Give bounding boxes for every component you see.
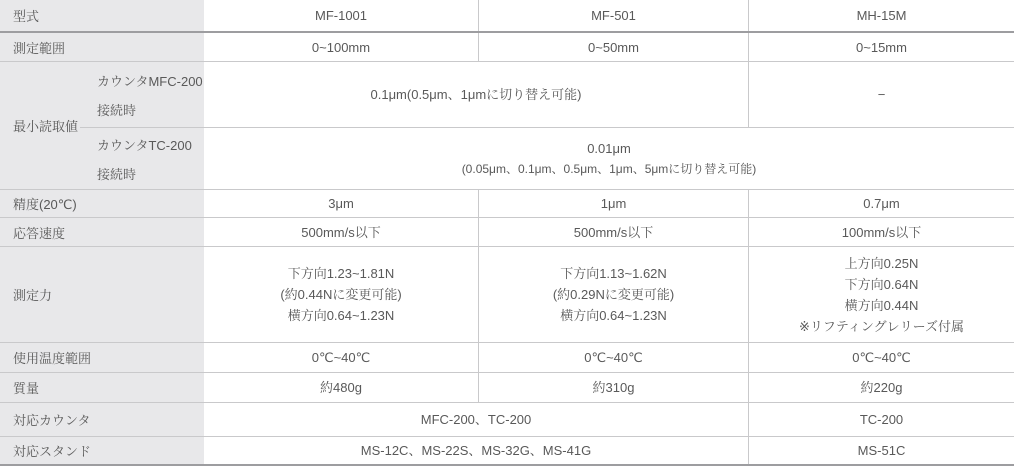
response-value-mf-501: 500mm/s以下: [478, 218, 748, 246]
sub-label-line2: 接続時: [97, 102, 137, 118]
temp-value-mh-15m: 0℃~40℃: [748, 343, 1014, 372]
force-line: 上方向0.25N: [844, 255, 919, 271]
force-line: 下方向1.23~1.81N: [287, 266, 395, 281]
row-label-accuracy: 精度(20℃): [0, 190, 204, 217]
force-value-mf-501: [478, 247, 748, 342]
force-value-mh-15m: [748, 247, 1014, 342]
temp-value-mf-501: 0℃~40℃: [478, 343, 748, 372]
response-value-mf-1001: 500mm/s以下: [301, 224, 381, 240]
accuracy-value-mh-15m: 0.7μm: [748, 190, 1014, 217]
table-row-accuracy: [0, 190, 1014, 218]
mass-value-mf-1001: 約480g: [320, 380, 362, 395]
stand-value-mh-15m: MS-51C: [748, 437, 1014, 464]
table-row-compatible-stand: [0, 437, 1014, 466]
accuracy-value-mf-1001: 3μm: [328, 196, 354, 211]
min-reading-tc-value-all-models: [204, 128, 1014, 189]
min-reading-tc-line1: 0.01μm: [587, 140, 631, 156]
range-value-mh-15m: 0~15mm: [748, 33, 1014, 61]
force-line: 横方向0.44N: [844, 297, 919, 313]
min-reading-mfc-value-mh-15m: −: [748, 62, 1014, 127]
force-line: 下方向1.13~1.62N: [560, 266, 667, 281]
row-label-measuring-range: 測定範囲: [0, 33, 204, 61]
force-line: (約0.44Nに変更可能): [280, 287, 402, 302]
sub-label-counter-tc-200: [80, 128, 204, 189]
row-label-response-speed: 応答速度: [0, 218, 204, 246]
col-header-mf-1001: MF-1001: [314, 8, 368, 23]
table-row-response-speed: [0, 218, 1014, 247]
force-line: 横方向0.64~1.23N: [287, 308, 395, 323]
min-reading-tc-line2: (0.05μm、0.1μm、0.5μm、1μm、5μmに切り替え可能): [461, 161, 757, 176]
row-label-model: 型式: [0, 0, 204, 31]
sub-row-counter-tc-200: [80, 128, 1014, 189]
force-line: (約0.29Nに変更可能): [552, 287, 675, 302]
table-row-compatible-counter: [0, 403, 1014, 437]
mass-value-mh-15m: 約220g: [748, 373, 1014, 402]
table-row-group-min-reading: [0, 62, 1014, 190]
table-row-mass: [0, 373, 1014, 403]
counter-value-mf-1001-mf-501: MFC-200、TC-200: [420, 412, 532, 427]
table-row-measuring-force: [0, 247, 1014, 343]
force-note: ※リフティングレリーズ付属: [799, 318, 964, 334]
force-line: 横方向0.64~1.23N: [560, 308, 667, 323]
temp-value-mf-1001: 0℃~40℃: [311, 350, 371, 365]
counter-value-mh-15m: TC-200: [748, 403, 1014, 436]
table-row-operating-temperature: [0, 343, 1014, 373]
sub-label-counter-mfc-200: [80, 62, 204, 127]
range-value-mf-501: 0~50mm: [478, 33, 748, 61]
sub-label-line1: カウンタTC-200: [97, 137, 192, 153]
min-reading-mfc-value-mf-1001-mf-501: 0.1μm(0.5μm、1μmに切り替え可能): [370, 87, 582, 102]
stand-value-mf-1001-mf-501: MS-12C、MS-22S、MS-32G、MS-41G: [360, 443, 592, 458]
col-header-mh-15m: MH-15M: [748, 0, 1014, 31]
mass-value-mf-501: 約310g: [478, 373, 748, 402]
row-label-operating-temperature: 使用温度範囲: [0, 343, 204, 372]
table-row-measuring-range: [0, 33, 1014, 62]
row-label-measuring-force: 測定力: [0, 247, 204, 342]
sub-row-counter-mfc-200: [80, 62, 1014, 128]
force-value-mf-1001: [204, 247, 478, 342]
row-label-min-reading: 最小読取値: [0, 62, 80, 189]
row-label-compatible-counter: 対応カウンタ: [0, 403, 204, 436]
row-label-mass: 質量: [0, 373, 204, 402]
force-line: 下方向0.64N: [844, 276, 919, 292]
row-label-compatible-stand: 対応スタンド: [0, 437, 204, 464]
table-row-model: [0, 0, 1014, 33]
sub-label-line1: カウンタMFC-200: [97, 73, 203, 89]
range-value-mf-1001: 0~100mm: [311, 39, 371, 55]
col-header-mf-501: MF-501: [478, 0, 748, 31]
accuracy-value-mf-501: 1μm: [478, 190, 748, 217]
sub-label-line2: 接続時: [97, 166, 137, 182]
response-value-mh-15m: 100mm/s以下: [748, 218, 1014, 246]
